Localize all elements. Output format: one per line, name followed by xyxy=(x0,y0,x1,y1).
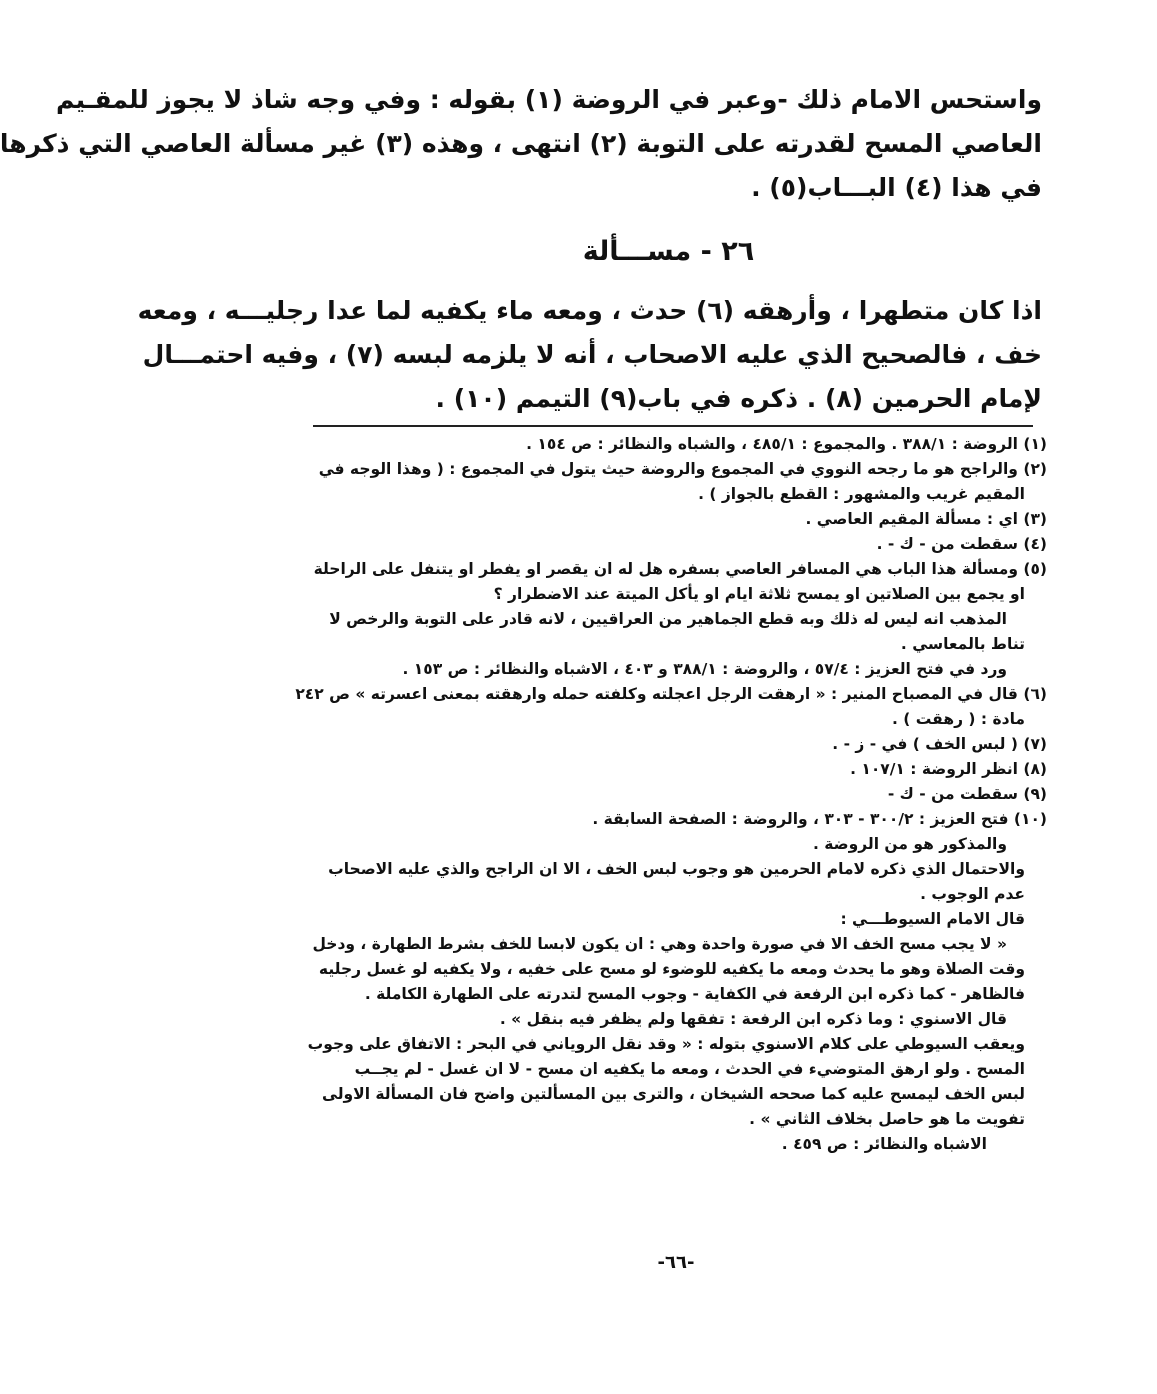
main-text xyxy=(0,78,1042,421)
paragraph-2 xyxy=(137,289,1042,421)
footnote-line: او يجمع بين الصلاتين او يمسح ثلاثة ايام او يأكل الميتة عند الاضطرار ؟ xyxy=(493,585,1025,603)
footnote-line: مادة : ( رهقت ) . xyxy=(892,710,1025,728)
text-line: العاصي المسح لقدرته على التوبة (٢) انتهى ، وهذه (٣) غير مسألة العاصي التي ذكرها xyxy=(0,129,1042,158)
footnote-line: المقيم غريب والمشهور : القطع بالجواز ) . xyxy=(698,485,1025,503)
footnote-line: (٩) سقطت من - ك - xyxy=(887,785,1047,803)
footnote-divider xyxy=(313,425,1033,427)
footnote-line: فالظاهر - كما ذكره ابن الرفعة في الكفاية - وجوب المسح لتدرته على الطهارة الكاملة . xyxy=(364,985,1025,1003)
footnote-line: قال الاسنوي : وما ذكره ابن الرفعة : تفقها ولم يظفر فيه بنقل » . xyxy=(499,1010,1007,1028)
footnote-line: (١) الروضة : ٣٨٨/١ . والمجموع : ٤٨٥/١ ، والشباه والنظائر : ص ١٥٤ . xyxy=(526,435,1047,453)
page-number: -٦٦- xyxy=(657,1252,695,1273)
text-line: خف ، فالصحيح الذي عليه الاصحاب ، أنه لا يلزمه لبسه (٧) ، وفيه احتمـــال xyxy=(142,340,1042,369)
footnotes xyxy=(295,432,1047,1157)
footnote-line: « لا يجب مسح الخف الا في صورة واحدة وهي : ان يكون لابسا للخف بشرط الطهارة ، ودخل xyxy=(312,935,1007,953)
section-heading: ٢٦ - مســـألة xyxy=(582,236,755,267)
footnote-line: وقت الصلاة وهو ما يحدث ومعه ما يكفيه للوضوء لو مسح على خفيه ، ولا يكفيه لو غسل رجليه xyxy=(318,960,1025,978)
text-line: في هذا (٤) البـــاب(٥) . xyxy=(751,173,1042,202)
paragraph-1 xyxy=(0,78,1042,210)
text-line: واستحس الامام ذلك -وعبر في الروضة (١) بقوله : وفي وجه شاذ لا يجوز للمقـيم xyxy=(56,85,1042,114)
footnote-line: والمذكور هو من الروضة . xyxy=(812,835,1007,853)
footnote-line: (٨) انظر الروضة : ١٠٧/١ . xyxy=(850,760,1047,778)
footnote-line: المذهب انه ليس له ذلك وبه قطع الجماهير من العراقيين ، لانه قادر على التوبة والرخص لا xyxy=(329,610,1007,628)
footnote-line: الاشباه والنظائر : ص ٤٥٩ . xyxy=(781,1135,987,1153)
footnote-line: المسح . ولو ارهق المتوضيء في الحدث ، ومعه ما يكفيه ان مسح - لا ان غسل - لم يجــب xyxy=(354,1060,1025,1078)
footnote-line: تفويت ما هو حاصل بخلاف الثاني » . xyxy=(749,1110,1025,1128)
footnote-line: ويعقب السيوطي على كلام الاسنوي بتوله : « وقد نقل الروياني في البحر : الاتفاق على وجوب xyxy=(307,1035,1025,1053)
footnote-line: عدم الوجوب . xyxy=(920,885,1025,903)
footnote-line: (٥) ومسألة هذا الباب هي المسافر العاصي بسفره هل له ان يقصر او يفطر او يتنفل على الراحلة xyxy=(313,560,1047,578)
footnote-line: قال الامام السيوطـــي : xyxy=(840,910,1025,928)
footnote-line: ورد في فتح العزيز : ٥٧/٤ ، والروضة : ٣٨٨/١ و ٤٠٣ ، الاشباه والنظائر : ص ١٥٣ . xyxy=(402,660,1007,678)
text-line: اذا كان متطهرا ، وأرهقه (٦) حدث ، ومعه ماء يكفيه لما عدا رجليـــه ، ومعه xyxy=(137,296,1042,325)
footnote-line: لبس الخف ليمسح عليه كما صححه الشيخان ، والترى بين المسألتين واضح فان المسألة الاولى xyxy=(322,1085,1025,1103)
footnote-line: (٤) سقطت من - ك - . xyxy=(876,535,1047,553)
footnote-line: تناط بالمعاسي . xyxy=(900,635,1025,653)
footnote-line: (٢) والراجح هو ما رجحه النووي في المجموع والروضة حيث يتول في المجموع : ( وهذا الوجه في xyxy=(318,460,1047,478)
footnote-line: (١٠) فتح العزيز : ٣٠٠/٢ - ٣٠٣ ، والروضة : الصفحة السابقة . xyxy=(592,810,1047,828)
footnote-line: (٦) قال في المصباح المنير : « ارهقت الرجل اعجلته وكلفته حمله وارهقته بمعنى اعسرته » ص ٢٤٢ xyxy=(295,685,1047,703)
text-line: لإمام الحرمين (٨) . ذكره في باب(٩) التيمم (١٠) . xyxy=(435,384,1042,413)
footnote-line: (٣) اي : مسألة المقيم العاصي . xyxy=(805,510,1047,528)
footnote-line: (٧) ( لبس الخف ) في - ز - . xyxy=(832,735,1047,753)
footnote-line: والاحتمال الذي ذكره لامام الحرمين هو وجوب لبس الخف ، الا ان الراجح والذي عليه الاصحاب xyxy=(328,860,1025,878)
